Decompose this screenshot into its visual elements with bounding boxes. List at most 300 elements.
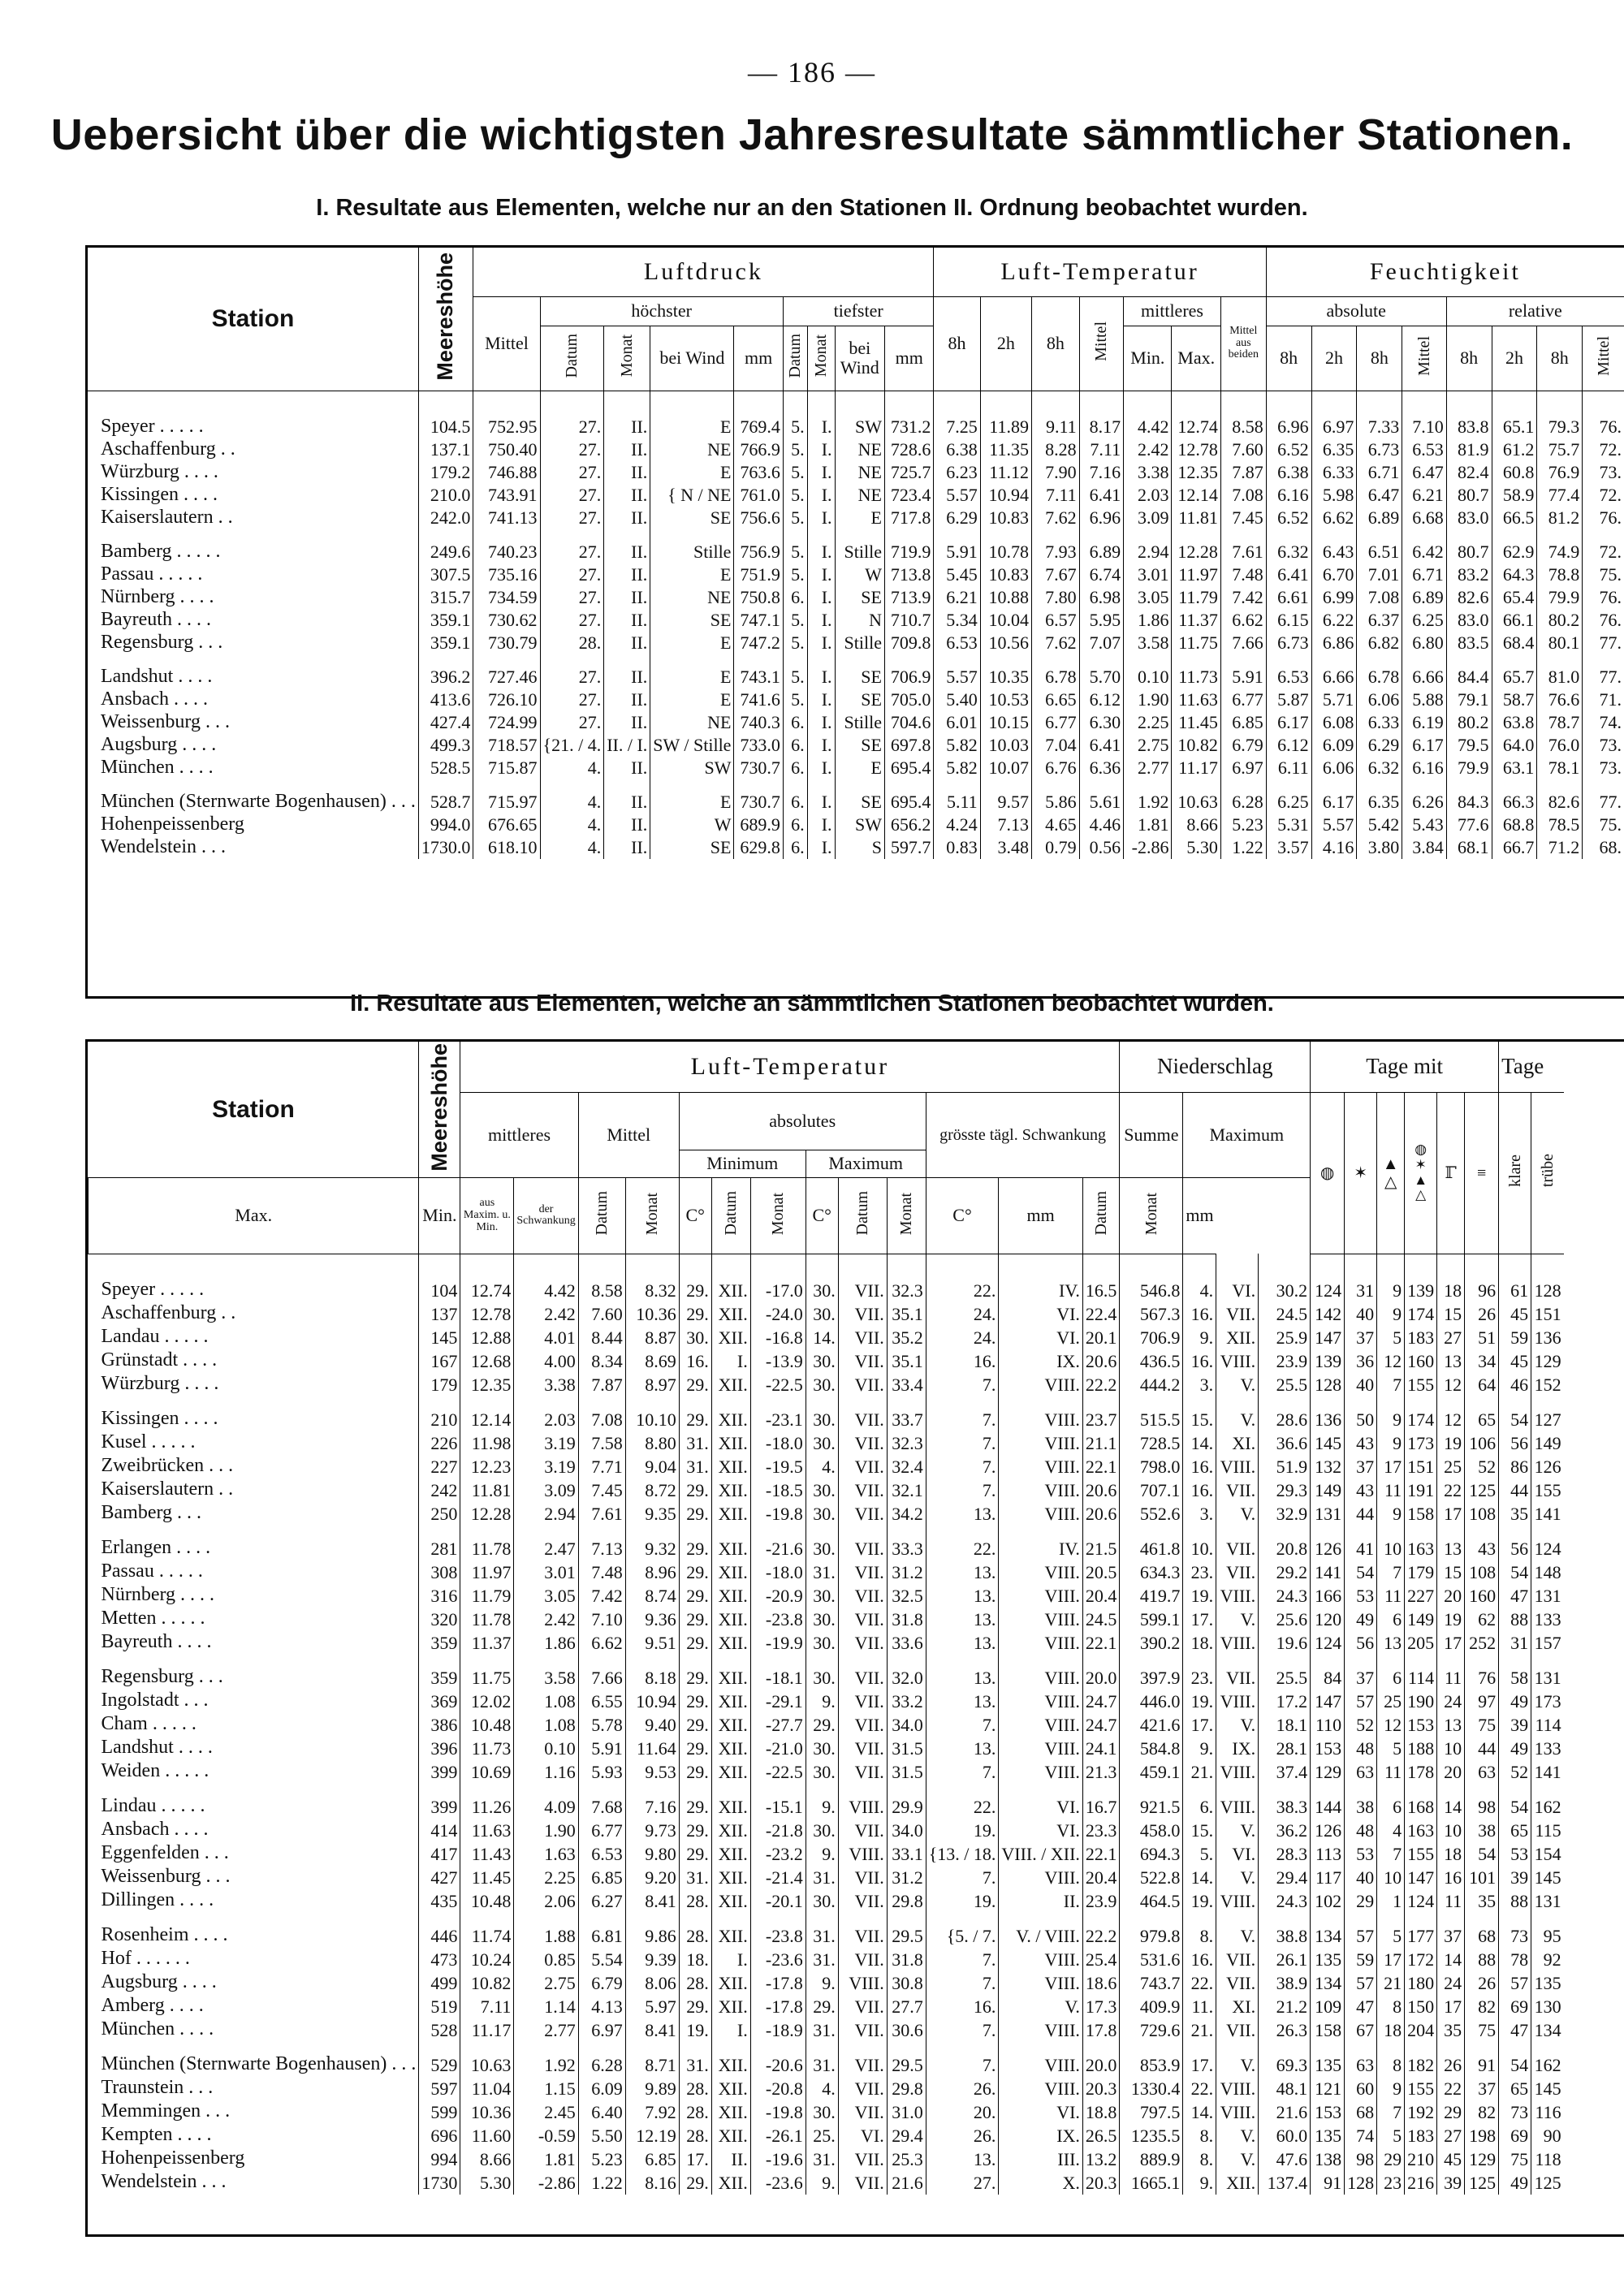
table-cell: 28. [679,2100,711,2124]
table-cell: 114 [1531,1713,1564,1737]
t1-head-feuchtigkeit: Feuchtigkeit [1266,248,1624,296]
table-cell: 421.6 [1120,1713,1183,1737]
table-cell: 2.75 [1124,734,1172,757]
table-cell: 710.7 [884,609,933,632]
table-cell: 26 [1465,1971,1499,1995]
table-cell: 73 [1499,1924,1531,1948]
t1-head-r8b: 8h [1537,326,1583,391]
table-row [88,461,1624,484]
t2-head-sym-hagel: ▲ △ [1377,1092,1405,1254]
table-row [89,1560,1564,1584]
table-cell: 20.4 [1082,1866,1120,1889]
table-cell: 315.7 [418,586,473,609]
table-cell: 4.09 [514,1795,578,1819]
table-cell: 10.36 [625,1302,679,1326]
table-cell: 11.63 [460,1819,514,1842]
table-cell: 756.6 [734,507,783,529]
station-name: Bamberg . . . [101,1502,202,1524]
table-cell: 84.4 [1446,666,1492,688]
table-cell: 14. [1183,1866,1216,1889]
table-cell: 6.99 [1311,586,1357,609]
table-cell: 22. [1183,2077,1216,2100]
table-cell: VII. [838,1373,887,1396]
table-cell: 4.42 [1124,416,1172,438]
table-cell: 6.09 [1311,734,1357,757]
t2-head-mm-summe: mm [999,1177,1083,1254]
table-cell: 128 [1531,1279,1564,1302]
table-cell: 6.77 [578,1819,625,1842]
table-cell: 45 [1499,1302,1531,1326]
table-cell: 5.11 [934,791,980,814]
table-cell: 34.2 [887,1502,926,1526]
table-cell: 6.76 [1031,757,1079,779]
table-cell: 50 [1345,1408,1377,1431]
table-cell: 29. [679,1760,711,1784]
table-cell: 419.7 [1120,1584,1183,1608]
table-cell: 19. [1183,1889,1216,1913]
t2-head-minimum: Minimum [679,1150,806,1177]
t2-head-sym-schnee: ✶ [1345,1092,1377,1254]
table-cell: 30. [806,1584,838,1608]
table-cell: 26.3 [1259,2018,1311,2042]
table-cell: 6.78 [1031,666,1079,688]
t2-head-der-schwankung: der Schwankung [514,1177,578,1254]
table-cell: VII. [838,1455,887,1478]
table-cell: 6.74 [1079,563,1123,586]
table-cell: 676.65 [473,814,540,836]
table-cell: 1.15 [514,2077,578,2100]
table-cell: 12.14 [1172,484,1220,507]
table-cell: 11.17 [1172,757,1220,779]
station-name: Hohenpeissenberg [101,2147,245,2169]
table-cell: 35.2 [887,1326,926,1349]
table-cell: 19. [1183,1584,1216,1608]
table-cell: XII. [711,1713,750,1737]
t2-head-absolutes: absolutes [679,1092,926,1150]
table-cell: 2.77 [514,2018,578,2042]
table-cell: 152 [1531,1373,1564,1396]
table-cell: 18.8 [1082,2100,1120,2124]
table-cell: {21. / 4. [540,734,604,757]
table-cell: 7.87 [578,1373,625,1396]
table-cell: 57 [1345,1971,1377,1995]
table-cell: 84.3 [1446,791,1492,814]
table-cell: 29 [1437,2100,1465,2124]
table-cell: 12.74 [460,1279,514,1302]
table-cell: 129 [1465,2147,1499,2171]
table-cell: 2.42 [514,1608,578,1631]
table-cell: 6.53 [578,1842,625,1866]
table-cell: -22.5 [750,1760,806,1784]
table-cell: 76. [1583,416,1624,438]
table-cell: 5.23 [1220,814,1266,836]
table-cell: 3. [1183,1373,1216,1396]
table-cell: 11.37 [460,1631,514,1655]
table-cell: VII. [838,2171,887,2195]
table-cell: 26.5 [1082,2124,1120,2147]
table-row [89,1737,1564,1760]
t1-head-fmittel: Mittel [1402,326,1446,391]
table-cell: XII. [711,1631,750,1655]
table-cell: 79.1 [1446,688,1492,711]
table-cell: -17.8 [750,1971,806,1995]
table-cell: 30.2 [1259,1279,1311,1302]
table-cell: VIII. [1216,1455,1259,1478]
table-cell: 33.6 [887,1631,926,1655]
table-cell: 226 [419,1431,460,1455]
table-cell: 769.4 [734,416,783,438]
table-cell: 118 [1531,2147,1564,2171]
table-cell: 31.8 [887,1948,926,1971]
table-cell: VII. [838,1478,887,1502]
table-cell: 413.6 [418,688,473,711]
table-cell: -19.8 [750,2100,806,2124]
table-cell: VII. [838,1302,887,1326]
table-cell: 0.56 [1079,836,1123,859]
t2-head-monat-max: Monat [750,1177,806,1254]
table-cell: 31. [806,2147,838,2171]
table-cell: 149 [1531,1431,1564,1455]
table2 [88,1042,1564,2195]
t1-head-lufttemp: Luft-Temperatur [934,248,1266,296]
table-cell: 104.5 [418,416,473,438]
table-cell: XII. [711,1302,750,1326]
table-cell: I. [807,541,835,563]
table-cell: 0.10 [514,1737,578,1760]
table-cell: 80.7 [1446,484,1492,507]
station-name: Regensburg . . . [101,1666,223,1688]
table-cell: XII. [711,1478,750,1502]
table-cell: 7.10 [578,1608,625,1631]
table-cell: 63.8 [1492,711,1537,734]
table-cell: 29. [679,1608,711,1631]
table-cell: 147 [1405,1866,1437,1889]
table-row [89,1608,1564,1631]
table-cell: 0.85 [514,1948,578,1971]
table-cell: II. [999,1889,1083,1913]
table-cell: 1730.0 [418,836,473,859]
table-cell: -23.8 [750,1924,806,1948]
table-cell: 115 [1531,1819,1564,1842]
table-row [89,1666,1564,1690]
table-row [89,1302,1564,1326]
station-name: Augsburg . . . . [101,1971,217,1993]
table-cell: 599.1 [1120,1608,1183,1631]
table-cell: 72. [1583,438,1624,461]
table-cell: 34 [1465,1349,1499,1373]
table-cell: 30. [806,1631,838,1655]
table-cell: 179 [419,1373,460,1396]
table-cell: 167 [419,1349,460,1373]
table-cell: 18 [1437,1842,1465,1866]
table-cell: 31. [806,1924,838,1948]
table-cell: 20 [1437,1760,1465,1784]
t1-head-luftdruck: Luftdruck [473,248,934,296]
t1-head-datum-h: Datum [540,326,604,391]
table-cell: 4. [806,1455,838,1478]
t1-head-absolute: absolute [1266,296,1446,326]
table-cell: -20.9 [750,1584,806,1608]
table-cell: 12.74 [1172,416,1220,438]
table-cell: 6.15 [1266,609,1311,632]
table-cell: XII. [1216,2171,1259,2195]
table-cell: E [650,416,734,438]
t1-head-station: Station [88,248,418,391]
table-cell: VII. [838,1408,887,1431]
table-cell: 11.81 [460,1478,514,1502]
table-cell: 9. [1183,1326,1216,1349]
table-cell: V. [1216,1819,1259,1842]
table-cell: 114 [1405,1666,1437,1690]
t1-head-meereshoehe: Meereshöhe [418,248,473,391]
table-row [89,1373,1564,1396]
table-cell: 10.78 [980,541,1031,563]
t2-head-c-max: C° [806,1177,838,1254]
table-cell: 65.1 [1492,416,1537,438]
table-cell: 889.9 [1120,2147,1183,2171]
t1-head-max: Max. [1172,326,1220,391]
table-cell: 6.38 [934,438,980,461]
table-cell: 35.1 [887,1302,926,1326]
table-cell: 27. [540,484,604,507]
table-cell: VII. [1216,1948,1259,1971]
table-cell: 5.50 [578,2124,625,2147]
table-cell: 66.1 [1492,609,1537,632]
t2-head-mittleres: mittleres [460,1092,578,1177]
t2-head-lufttemp: Luft-Temperatur [460,1042,1120,1092]
station-name: Hof . . . . . . [101,1948,190,1970]
table-cell: 5.30 [460,2171,514,2195]
table-cell: 139 [1405,1279,1437,1302]
table-cell: 13. [926,1690,999,1713]
table-cell: 522.8 [1120,1866,1183,1889]
table-cell: VII. [838,1584,887,1608]
table-cell: SE [650,836,734,859]
table-cell: 3.58 [1124,632,1172,654]
table-cell: 10. [1183,1537,1216,1560]
table-cell: 6.35 [1357,791,1402,814]
table-cell: VIII. [1216,1889,1259,1913]
table-cell: VII. [838,1560,887,1584]
table-cell: 6.57 [1031,609,1079,632]
table-cell: 52 [1345,1713,1377,1737]
table-cell: SE [650,507,734,529]
table-cell: 5.34 [934,609,980,632]
table-cell: 172 [1405,1948,1437,1971]
table-cell: 83.2 [1446,563,1492,586]
t1-head-t8a: 8h [934,296,980,391]
table-cell: 11.78 [460,1608,514,1631]
table-cell: II. [604,814,650,836]
table-cell: V. [1216,1502,1259,1526]
table2-title: II. Resultate aus Elementen, welche an sämmtlichen Stationen beobachtet wurden. [350,991,1274,1017]
table-cell: 752.95 [473,416,540,438]
table-cell: 22. [1183,1971,1216,1995]
table-cell: 80.2 [1446,711,1492,734]
table-cell: 97 [1465,1690,1499,1713]
table-cell: 7. [926,1373,999,1396]
table-cell: 58 [1499,1666,1531,1690]
table-cell: 11.26 [460,1795,514,1819]
table-cell: 1.63 [514,1842,578,1866]
table-cell: 5.82 [934,757,980,779]
table-cell: NE [835,484,884,507]
table-cell: 36.2 [1259,1819,1311,1842]
table-cell: 137 [419,1302,460,1326]
table-cell: 73. [1583,757,1624,779]
station-name: Passau . . . . . [101,1560,203,1582]
table-cell: I. [807,507,835,529]
table-row [89,1349,1564,1373]
table-cell: 24 [1437,1971,1465,1995]
table-row [89,1713,1564,1737]
table-cell: SW [835,814,884,836]
table-cell: 7. [926,1713,999,1737]
table-cell: 11.45 [460,1866,514,1889]
table-cell: 29. [806,1995,838,2018]
table-cell: 30. [806,1408,838,1431]
table-cell: 51.9 [1259,1455,1311,1478]
table-cell: VII. [838,1713,887,1737]
table-cell: 6.40 [578,2100,625,2124]
table-cell: 730.79 [473,632,540,654]
table-cell: 47 [1345,1995,1377,2018]
station-name: Speyer . . . . . [101,1279,205,1301]
station-name: Wendelstein . . . [101,2171,227,2193]
table-cell: 65 [1465,1408,1499,1431]
table-cell: 23. [1183,1666,1216,1690]
table-cell: 65 [1499,2077,1531,2100]
table-cell: 7.45 [578,1478,625,1502]
table-cell: 179.2 [418,461,473,484]
table-cell: 9 [1377,1408,1405,1431]
table-cell: 59 [1499,1326,1531,1349]
table-cell: 2.42 [514,1302,578,1326]
table-cell: 17. [679,2147,711,2171]
table-cell: 10.03 [980,734,1031,757]
table-cell: 5.78 [578,1713,625,1737]
table-cell: 40 [1345,1302,1377,1326]
table-cell: 6.55 [578,1690,625,1713]
table-cell: 8.72 [625,1478,679,1502]
table-cell: 30. [806,1373,838,1396]
t2-head-sym-mixed: ◍ ✶ ▲ △ [1405,1092,1437,1254]
table-cell: 8.58 [578,1279,625,1302]
table-cell: VII. [838,2077,887,2100]
table-cell: 27. [540,666,604,688]
table-cell: 63 [1345,1760,1377,1784]
table-cell: 37.4 [1259,1760,1311,1784]
table-cell: -23.1 [750,1408,806,1431]
table-cell: 126 [1311,1537,1345,1560]
table-row [89,2100,1564,2124]
table-cell: 743.91 [473,484,540,507]
table-cell: 36.6 [1259,1431,1311,1455]
station-name: Zweibrücken . . . [101,1455,234,1477]
table-cell: 33.4 [887,1373,926,1396]
table-cell: 6.53 [1266,666,1311,688]
table-cell: 6.22 [1311,609,1357,632]
table-cell: E [650,791,734,814]
table-cell: 6.19 [1402,711,1446,734]
table-cell: 12 [1377,1713,1405,1737]
station-name: Ansbach . . . . [101,1819,209,1841]
t2-head-monat-n: Monat [1120,1177,1183,1254]
t1-head-rmittel: Mittel [1583,326,1624,391]
table-cell: 27 [1437,2124,1465,2147]
table-cell: 6.33 [1357,711,1402,734]
table-cell: 1235.5 [1120,2124,1183,2147]
table-cell: 15 [1437,1560,1465,1584]
table-cell: 29. [679,1478,711,1502]
table-cell: 10.36 [460,2100,514,2124]
table-cell: 46 [1499,1373,1531,1396]
table-cell: 45 [1499,1349,1531,1373]
table-cell: VIII. [999,1760,1083,1784]
table-cell: 10.53 [980,688,1031,711]
table-cell: NE [650,586,734,609]
table-cell: 25.5 [1259,1666,1311,1690]
table-cell: 63.1 [1492,757,1537,779]
table-cell: 751.9 [734,563,783,586]
table-cell: IV. [999,1279,1083,1302]
table-cell: 26. [926,2124,999,2147]
table-cell: 77.4 [1537,484,1583,507]
table-cell: 133 [1531,1608,1564,1631]
table-cell: 28. [679,2077,711,2100]
table-cell: 6.38 [1266,461,1311,484]
table-cell: VIII. [999,1866,1083,1889]
table-cell: 125 [1465,1478,1499,1502]
table-cell: 6.17 [1402,734,1446,757]
table-cell: 6. [783,586,807,609]
t1-head-mm-t: mm [884,326,933,391]
table-cell: 30. [806,1737,838,1760]
table-cell: 531.6 [1120,1948,1183,1971]
table-cell: VII. [838,1631,887,1655]
table-cell: 10.07 [980,757,1031,779]
table-cell: VII. [838,2147,887,2171]
table-cell: 715.87 [473,757,540,779]
table-cell: 25.4 [1082,1948,1120,1971]
table-row [88,666,1624,688]
table-cell: 519 [419,1995,460,2018]
table-cell: 6.12 [1079,688,1123,711]
table-cell: II. [604,757,650,779]
table-cell: 249.6 [418,541,473,563]
table-cell: 10.35 [980,666,1031,688]
table-cell: 6.06 [1311,757,1357,779]
table-cell: 12.88 [460,1326,514,1349]
table-cell: 20.6 [1082,1349,1120,1373]
table-cell: 4 [1377,1819,1405,1842]
table-cell: W [835,563,884,586]
table-cell: 174 [1405,1408,1437,1431]
table-cell: 6 [1377,1666,1405,1690]
table-cell: 68.8 [1492,814,1537,836]
table-cell: 320 [419,1608,460,1631]
table-cell: 1.88 [514,1924,578,1948]
table-cell: 13. [926,1666,999,1690]
table-cell: 599 [419,2100,460,2124]
table-cell: 78.5 [1537,814,1583,836]
table-cell: 106 [1465,1431,1499,1455]
table-cell: 705.0 [884,688,933,711]
table-cell: SE [835,666,884,688]
table-cell: 718.57 [473,734,540,757]
table-cell: VIII. [1216,2100,1259,2124]
table-cell: 396 [419,1737,460,1760]
